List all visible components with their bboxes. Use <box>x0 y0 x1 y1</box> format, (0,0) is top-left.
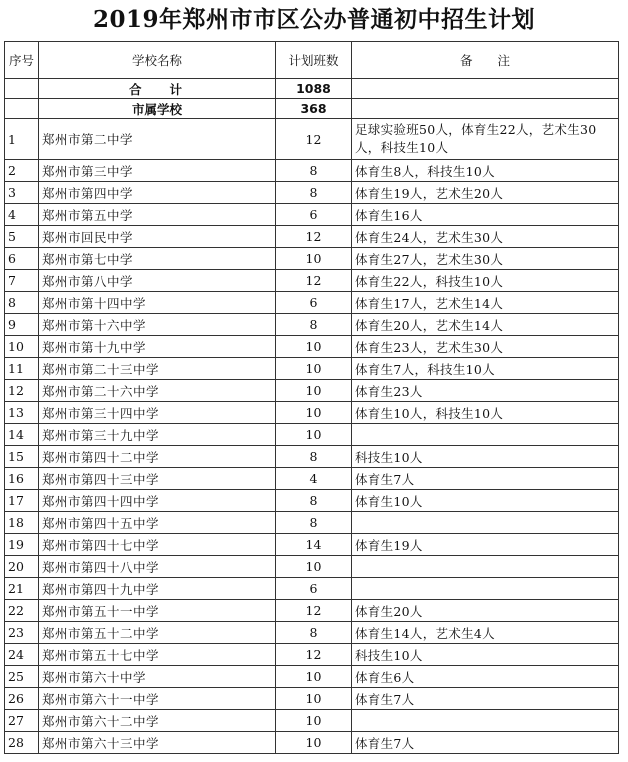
table-row <box>5 336 619 358</box>
row-note: 体育生7人，科技生10人 <box>352 358 619 380</box>
row-index: 15 <box>5 446 39 468</box>
school-name: 郑州市第三十四中学 <box>39 402 276 424</box>
header-row <box>5 42 619 79</box>
row-index: 21 <box>5 578 39 600</box>
planned-classes: 10 <box>276 380 352 402</box>
row-index: 5 <box>5 226 39 248</box>
school-name: 郑州市第六十一中学 <box>39 688 276 710</box>
total-note <box>352 79 619 99</box>
planned-classes: 8 <box>276 160 352 182</box>
city-schools-row <box>5 99 619 119</box>
school-name: 郑州市第四十八中学 <box>39 556 276 578</box>
table-row <box>5 119 619 160</box>
school-name: 郑州市第六十中学 <box>39 666 276 688</box>
row-note <box>352 424 619 446</box>
row-index: 28 <box>5 732 39 754</box>
row-index: 18 <box>5 512 39 534</box>
planned-classes: 14 <box>276 534 352 556</box>
school-name: 郑州市第二中学 <box>39 119 276 160</box>
page-title: 2019年郑州市市区公办普通初中招生计划 <box>92 6 535 33</box>
school-name: 郑州市第四十七中学 <box>39 534 276 556</box>
planned-classes: 10 <box>276 358 352 380</box>
row-note: 体育生27人，艺术生30人 <box>352 248 619 270</box>
row-index: 4 <box>5 204 39 226</box>
planned-classes: 12 <box>276 226 352 248</box>
row-index: 14 <box>5 424 39 446</box>
table-row <box>5 182 619 204</box>
planned-classes: 10 <box>276 248 352 270</box>
city-schools-index <box>5 99 39 119</box>
table-row <box>5 732 619 754</box>
planned-classes: 12 <box>276 600 352 622</box>
school-name: 郑州市第五十一中学 <box>39 600 276 622</box>
school-name: 郑州市第十六中学 <box>39 314 276 336</box>
table-row <box>5 644 619 666</box>
row-note: 体育生24人，艺术生30人 <box>352 226 619 248</box>
school-name: 郑州市第四十九中学 <box>39 578 276 600</box>
header-classes: 计划班数 <box>276 42 352 79</box>
planned-classes: 10 <box>276 424 352 446</box>
planned-classes: 6 <box>276 292 352 314</box>
row-index: 25 <box>5 666 39 688</box>
table-row <box>5 204 619 226</box>
table-row <box>5 248 619 270</box>
row-note: 体育生19人 <box>352 534 619 556</box>
table-row <box>5 622 619 644</box>
table-row <box>5 314 619 336</box>
planned-classes: 12 <box>276 119 352 160</box>
city-schools-classes: 368 <box>276 99 352 119</box>
table-row <box>5 710 619 732</box>
school-name: 郑州市第六十二中学 <box>39 710 276 732</box>
row-note: 足球实验班50人，体育生22人，艺术生30人，科技生10人 <box>352 119 619 160</box>
school-name: 郑州市第四十五中学 <box>39 512 276 534</box>
header-notes: 备 注 <box>352 42 619 79</box>
enrollment-table <box>4 41 619 754</box>
planned-classes: 10 <box>276 732 352 754</box>
table-row <box>5 380 619 402</box>
row-note: 体育生10人，科技生10人 <box>352 402 619 424</box>
total-row <box>5 79 619 99</box>
row-note: 体育生7人 <box>352 732 619 754</box>
table-row <box>5 600 619 622</box>
row-note: 体育生6人 <box>352 666 619 688</box>
row-note: 体育生7人 <box>352 688 619 710</box>
city-schools-note <box>352 99 619 119</box>
table-row <box>5 578 619 600</box>
table-row <box>5 490 619 512</box>
total-label: 合计 <box>39 79 276 99</box>
school-name: 郑州市第三中学 <box>39 160 276 182</box>
row-index: 6 <box>5 248 39 270</box>
header-index: 序号 <box>5 42 39 79</box>
row-note: 科技生10人 <box>352 446 619 468</box>
school-name: 郑州市回民中学 <box>39 226 276 248</box>
row-index: 2 <box>5 160 39 182</box>
school-name: 郑州市第四中学 <box>39 182 276 204</box>
table-row <box>5 226 619 248</box>
school-name: 郑州市第六十三中学 <box>39 732 276 754</box>
planned-classes: 10 <box>276 666 352 688</box>
row-index: 9 <box>5 314 39 336</box>
table-row <box>5 358 619 380</box>
school-name: 郑州市第五十二中学 <box>39 622 276 644</box>
row-index: 1 <box>5 119 39 160</box>
planned-classes: 6 <box>276 204 352 226</box>
table-row <box>5 556 619 578</box>
row-index: 22 <box>5 600 39 622</box>
table-row <box>5 402 619 424</box>
school-name: 郑州市第五中学 <box>39 204 276 226</box>
school-name: 郑州市第五十七中学 <box>39 644 276 666</box>
total-index <box>5 79 39 99</box>
table-row <box>5 292 619 314</box>
table-row <box>5 270 619 292</box>
planned-classes: 8 <box>276 182 352 204</box>
school-name: 郑州市第二十三中学 <box>39 358 276 380</box>
row-index: 27 <box>5 710 39 732</box>
planned-classes: 8 <box>276 446 352 468</box>
row-note: 体育生22人，科技生10人 <box>352 270 619 292</box>
school-name: 郑州市第四十四中学 <box>39 490 276 512</box>
row-index: 23 <box>5 622 39 644</box>
table-row <box>5 512 619 534</box>
planned-classes: 6 <box>276 578 352 600</box>
city-schools-label: 市属学校 <box>39 99 276 119</box>
row-index: 7 <box>5 270 39 292</box>
table-row <box>5 534 619 556</box>
row-index: 8 <box>5 292 39 314</box>
row-index: 20 <box>5 556 39 578</box>
table-row <box>5 468 619 490</box>
school-name: 郑州市第四十三中学 <box>39 468 276 490</box>
row-note: 体育生10人 <box>352 490 619 512</box>
row-note <box>352 710 619 732</box>
row-index: 17 <box>5 490 39 512</box>
school-name: 郑州市第二十六中学 <box>39 380 276 402</box>
row-note: 体育生8人，科技生10人 <box>352 160 619 182</box>
planned-classes: 8 <box>276 314 352 336</box>
row-index: 11 <box>5 358 39 380</box>
row-index: 12 <box>5 380 39 402</box>
planned-classes: 10 <box>276 710 352 732</box>
row-index: 24 <box>5 644 39 666</box>
row-index: 19 <box>5 534 39 556</box>
row-index: 3 <box>5 182 39 204</box>
planned-classes: 8 <box>276 512 352 534</box>
table-row <box>5 666 619 688</box>
row-note: 体育生7人 <box>352 468 619 490</box>
school-name: 郑州市第八中学 <box>39 270 276 292</box>
row-note: 体育生20人，艺术生14人 <box>352 314 619 336</box>
planned-classes: 8 <box>276 490 352 512</box>
row-note: 体育生20人 <box>352 600 619 622</box>
total-classes: 1088 <box>276 79 352 99</box>
row-note: 体育生14人，艺术生4人 <box>352 622 619 644</box>
row-index: 10 <box>5 336 39 358</box>
school-name: 郑州市第四十二中学 <box>39 446 276 468</box>
planned-classes: 10 <box>276 556 352 578</box>
header-school: 学校名称 <box>39 42 276 79</box>
row-note <box>352 556 619 578</box>
planned-classes: 4 <box>276 468 352 490</box>
school-name: 郑州市第十四中学 <box>39 292 276 314</box>
row-note: 体育生16人 <box>352 204 619 226</box>
row-note: 体育生19人，艺术生20人 <box>352 182 619 204</box>
school-name: 郑州市第十九中学 <box>39 336 276 358</box>
table-row <box>5 688 619 710</box>
row-index: 16 <box>5 468 39 490</box>
table-row <box>5 424 619 446</box>
row-index: 13 <box>5 402 39 424</box>
planned-classes: 10 <box>276 688 352 710</box>
table-row <box>5 160 619 182</box>
row-note: 体育生23人 <box>352 380 619 402</box>
planned-classes: 12 <box>276 644 352 666</box>
row-note: 体育生23人，艺术生30人 <box>352 336 619 358</box>
table-row <box>5 446 619 468</box>
row-note: 科技生10人 <box>352 644 619 666</box>
row-note <box>352 512 619 534</box>
row-index: 26 <box>5 688 39 710</box>
planned-classes: 10 <box>276 336 352 358</box>
planned-classes: 10 <box>276 402 352 424</box>
school-name: 郑州市第三十九中学 <box>39 424 276 446</box>
planned-classes: 12 <box>276 270 352 292</box>
row-note: 体育生17人，艺术生14人 <box>352 292 619 314</box>
row-note <box>352 578 619 600</box>
school-name: 郑州市第七中学 <box>39 248 276 270</box>
planned-classes: 8 <box>276 622 352 644</box>
